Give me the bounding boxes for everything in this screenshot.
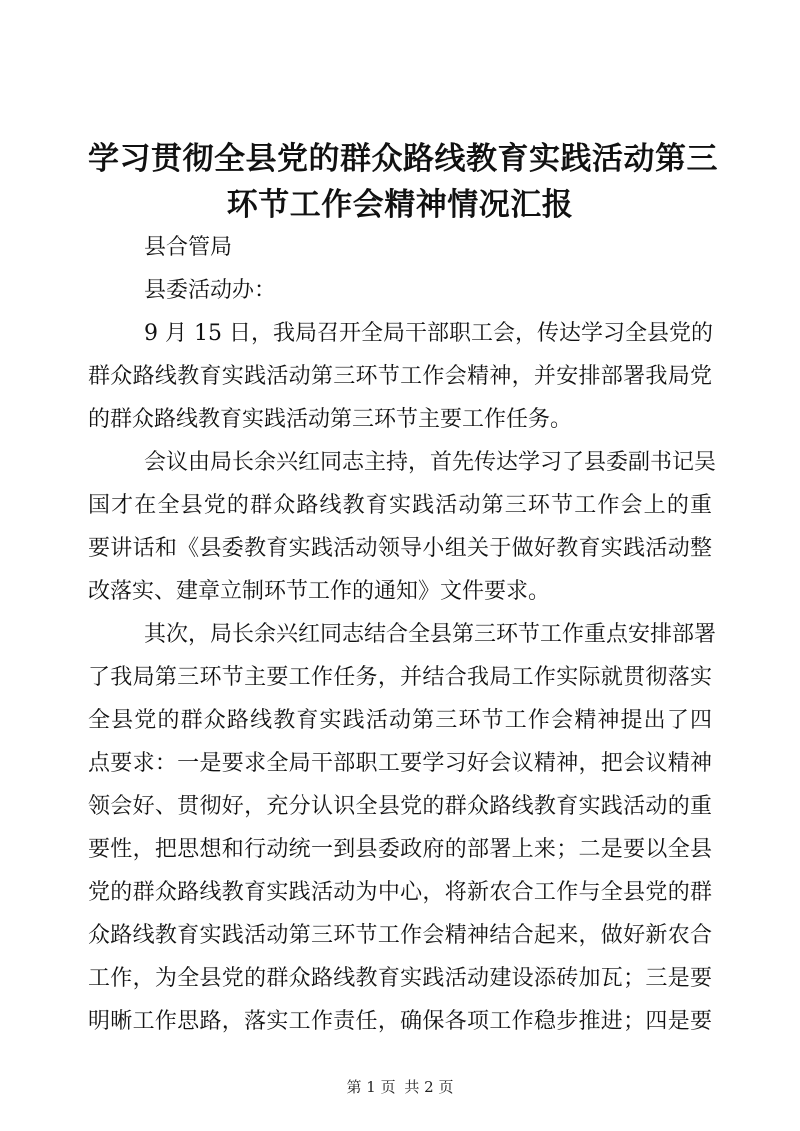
paragraph-line: 要讲话和《县委教育实践活动领导小组关于做好教育实践活动整	[88, 536, 712, 561]
document-title	[88, 136, 718, 228]
page-total: 共 2 页	[404, 1078, 454, 1096]
paragraph-line: 国才在全县党的群众路线教育实践活动第三环节工作会上的重	[88, 493, 712, 518]
paragraph-line: 要性，把思想和行动统一到县委政府的部署上来；二是要以全县	[88, 837, 712, 862]
page-footer	[0, 1076, 800, 1097]
document-body	[88, 226, 717, 1043]
paragraph-line: 全县党的群众路线教育实践活动第三环节工作会精神提出了四	[88, 708, 712, 733]
paragraph-line: 了我局第三环节主要工作任务，并结合我局工作实际就贯彻落实	[88, 665, 712, 690]
addressee-line: 县合管局	[144, 235, 233, 260]
paragraph-line: 的群众路线教育实践活动第三环节主要工作任务。	[88, 407, 573, 432]
paragraph-line: 众路线教育实践活动第三环节工作会精神结合起来，做好新农合	[88, 923, 712, 948]
paragraph-line: 明晰工作思路，落实工作责任，确保各项工作稳步推进；四是要	[88, 1009, 712, 1034]
addressee-line: 县委活动办：	[144, 278, 277, 303]
paragraph-line: 群众路线教育实践活动第三环节工作会精神，并安排部署我局党	[88, 364, 712, 389]
paragraph-line: 点要求：一是要求全局干部职工要学习好会议精神，把会议精神	[88, 751, 712, 776]
title-line-1: 学习贯彻全县党的群众路线教育实践活动第三	[88, 141, 718, 177]
paragraph-line: 会议由局长余兴红同志主持，首先传达学习了县委副书记吴	[144, 450, 717, 475]
paragraph-line: 9 月 15 日，我局召开全局干部职工会，传达学习全县党的	[144, 321, 713, 346]
title-line-2: 环节工作会精神情况汇报	[226, 187, 574, 223]
paragraph-line: 改落实、建章立制环节工作的通知》文件要求。	[88, 579, 551, 604]
paragraph-line: 其次，局长余兴红同志结合全县第三环节工作重点安排部署	[144, 622, 717, 647]
page-number: 第 1 页	[346, 1078, 396, 1096]
paragraph-line: 党的群众路线教育实践活动为中心，将新农合工作与全县党的群	[88, 880, 712, 905]
paragraph-line: 领会好、贯彻好，充分认识全县党的群众路线教育实践活动的重	[88, 794, 712, 819]
paragraph-line: 工作，为全县党的群众路线教育实践活动建设添砖加瓦；三是要	[88, 966, 712, 991]
